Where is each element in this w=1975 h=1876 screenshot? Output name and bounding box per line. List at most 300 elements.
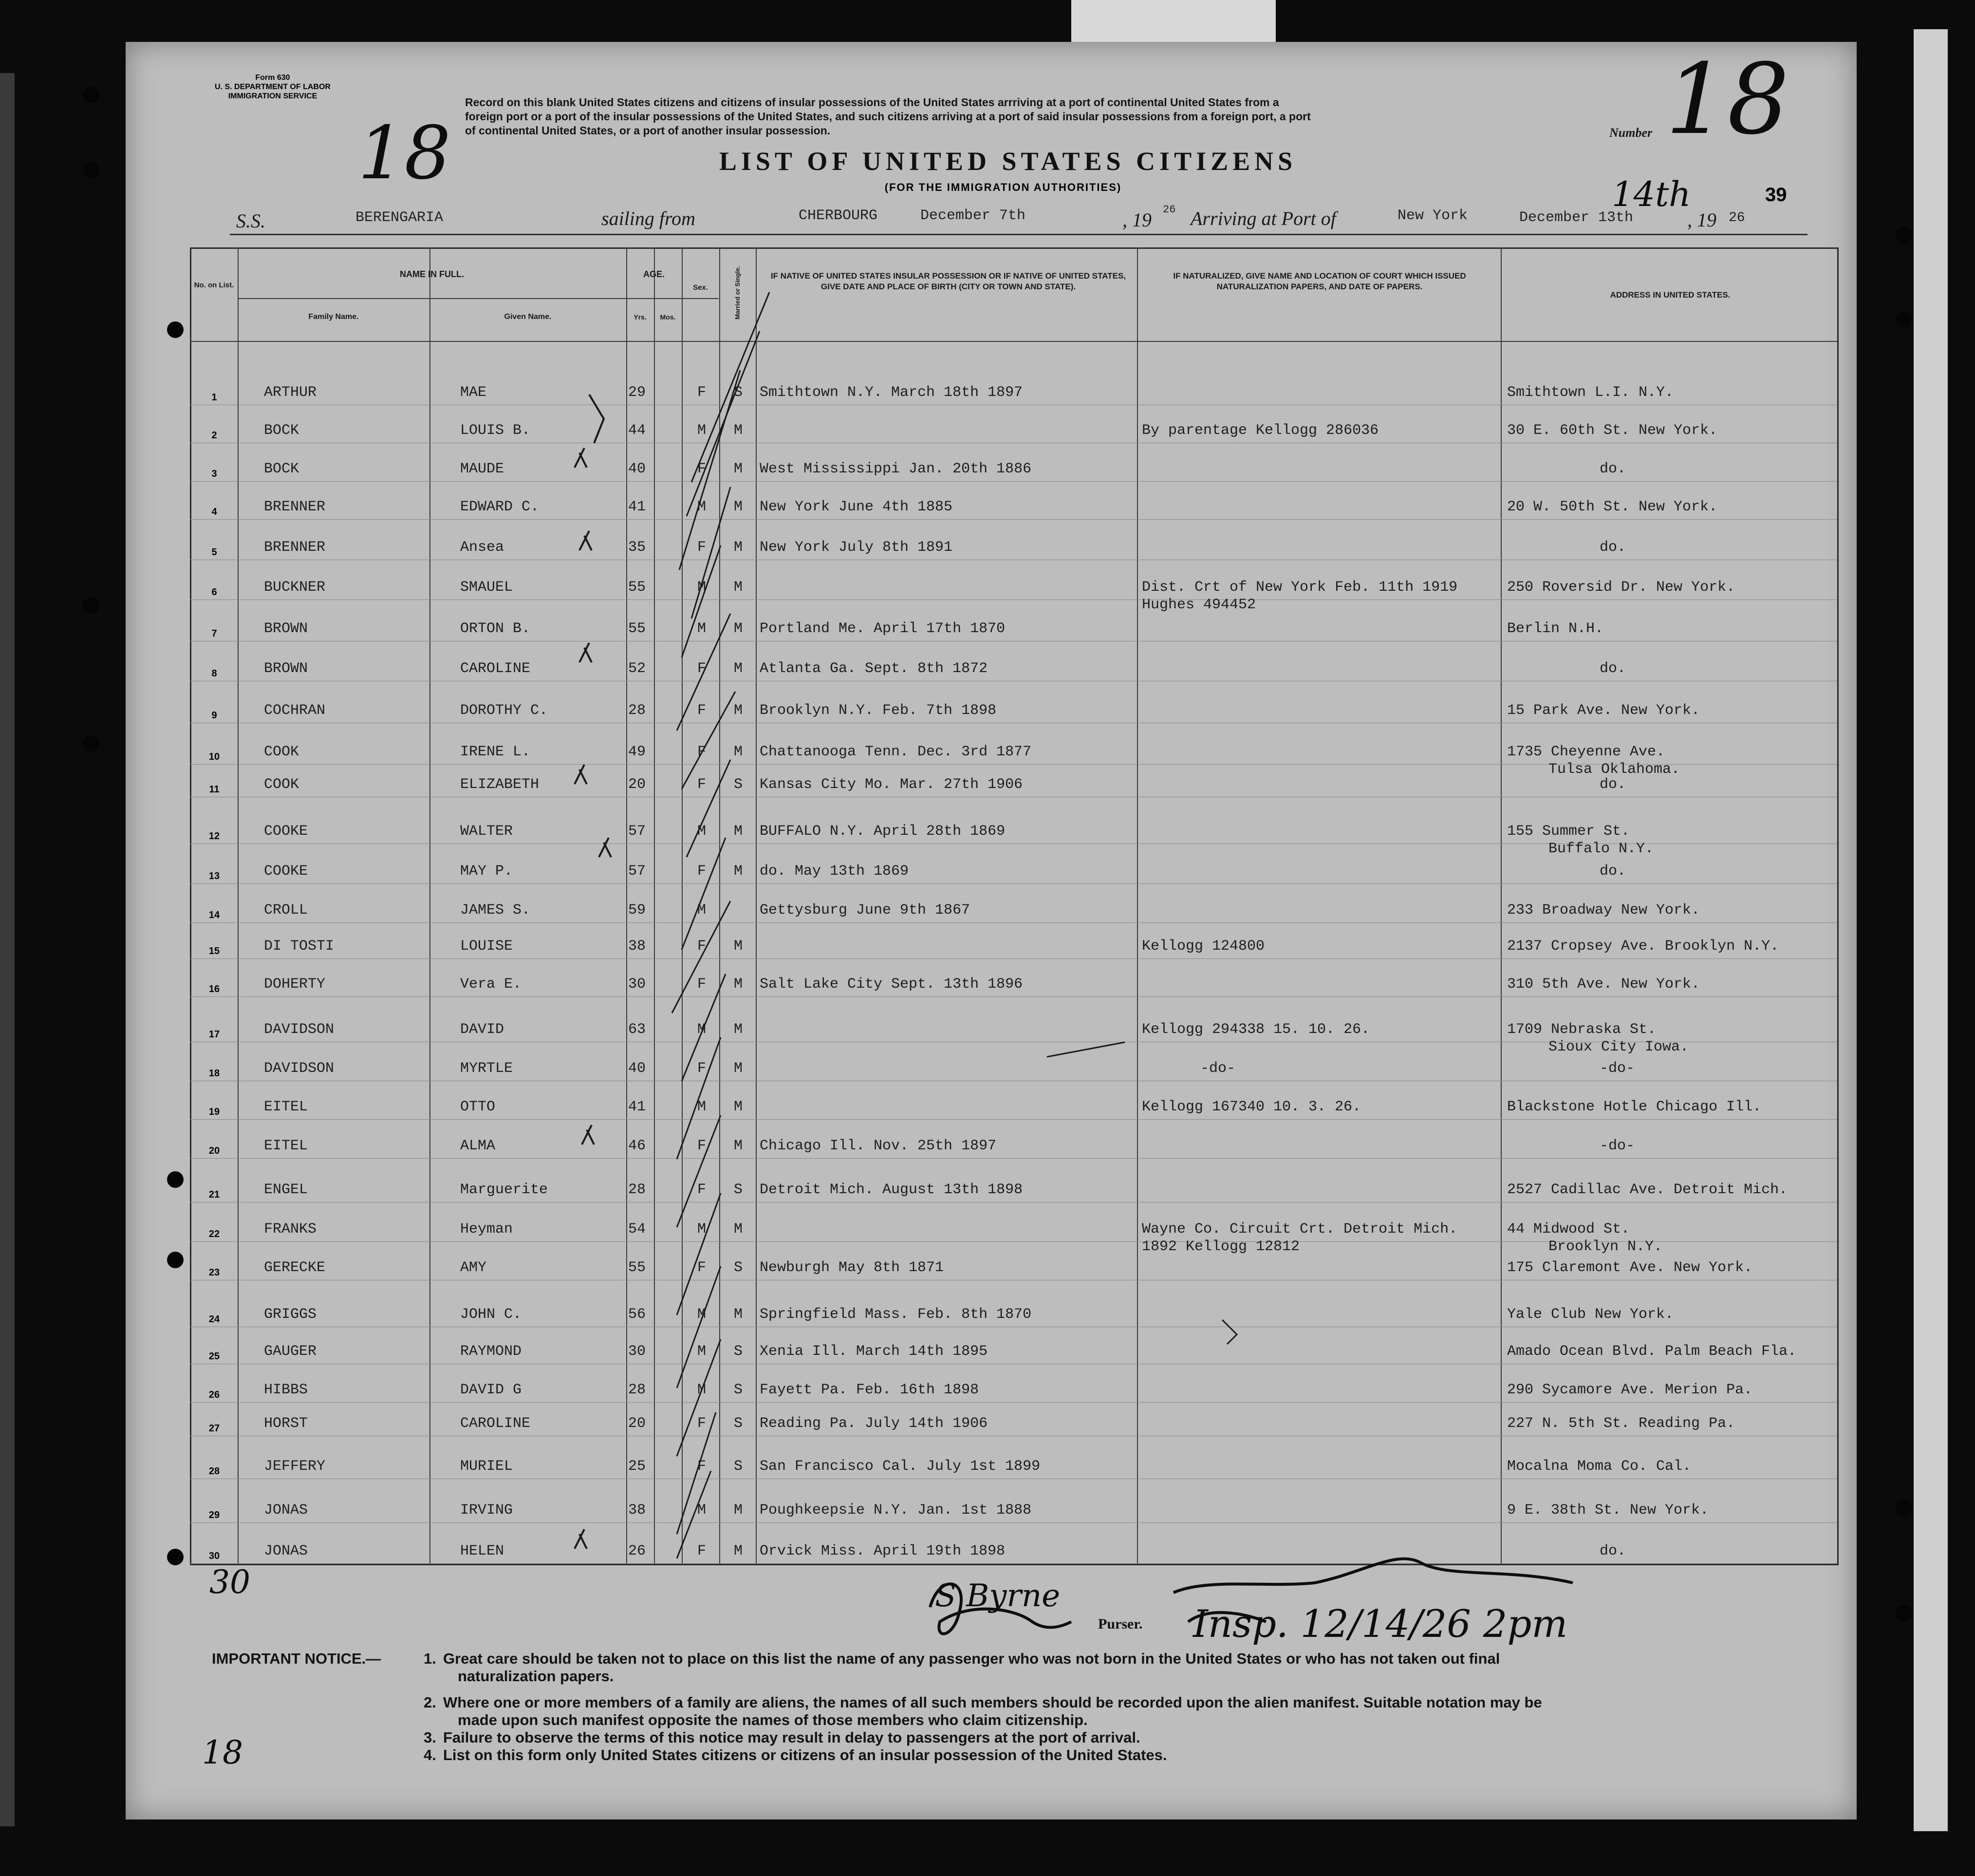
- row-age: 20: [628, 1415, 646, 1432]
- row-age: 26: [628, 1543, 646, 1559]
- row-addr: 30 E. 60th St. New York.: [1507, 422, 1718, 439]
- row-given: MAY P.: [460, 863, 513, 880]
- notice-number: 2.: [424, 1694, 436, 1711]
- page-subtitle: (FOR THE IMMIGRATION AUTHORITIES): [884, 181, 1122, 193]
- row-addr: 233 Broadway New York.: [1507, 902, 1700, 919]
- row-given: CAROLINE: [460, 660, 531, 677]
- row-given: MAE: [460, 384, 487, 401]
- row-age: 55: [628, 579, 646, 596]
- row-given: DAVID: [460, 1021, 504, 1038]
- row-age: 38: [628, 1502, 646, 1519]
- row-no: 26: [208, 1389, 220, 1400]
- row-ms: M: [734, 620, 743, 637]
- row-given: Ansea: [460, 539, 504, 556]
- row-family: GERECKE: [264, 1259, 326, 1276]
- row-no: 7: [211, 628, 217, 639]
- row-addr: 155 Summer St.: [1507, 823, 1630, 840]
- row-sex: F: [697, 863, 707, 880]
- row-age: 35: [628, 539, 646, 556]
- row-family: GRIGGS: [264, 1306, 317, 1323]
- row-birth: Chattanooga Tenn. Dec. 3rd 1877: [760, 744, 1032, 760]
- notice-number: 3.: [424, 1729, 436, 1746]
- row-age: 54: [628, 1221, 646, 1238]
- row-addr: 175 Claremont Ave. New York.: [1507, 1259, 1753, 1276]
- row-age: 59: [628, 902, 646, 919]
- arrival-date: December 13th: [1519, 209, 1634, 226]
- row-sex: F: [697, 1182, 707, 1198]
- row-family: EITEL: [264, 1138, 308, 1154]
- preamble-line: Record on this blank United States citizens and citizens of insular possessions of the United States arrriving at a port of continental United States from a: [465, 96, 1279, 109]
- row-family: BROWN: [264, 620, 308, 637]
- row-family: DAVIDSON: [264, 1021, 335, 1038]
- notice-text-continued: naturalization papers.: [458, 1668, 614, 1685]
- row-no: 29: [208, 1510, 220, 1520]
- department-name: U. S. DEPARTMENT OF LABOR: [215, 83, 331, 91]
- row-sex: F: [697, 976, 707, 993]
- row-family: DOHERTY: [264, 976, 326, 993]
- row-sex: F: [697, 1415, 707, 1432]
- row-ms: M: [734, 1021, 743, 1038]
- page-number: 39: [1765, 184, 1787, 206]
- notice-number: 4.: [424, 1746, 436, 1763]
- col-header-family: Family Name.: [308, 313, 359, 321]
- row-no: 22: [208, 1229, 220, 1239]
- row-given: DOROTHY C.: [460, 702, 548, 719]
- row-given: HELEN: [460, 1543, 504, 1559]
- row-age: 40: [628, 1060, 646, 1077]
- col-header-given: Given Name.: [504, 313, 552, 321]
- row-given: Vera E.: [460, 976, 522, 993]
- row-age: 46: [628, 1138, 646, 1154]
- row-no: 20: [208, 1145, 220, 1156]
- row-addr2: Sioux City Iowa.: [1548, 1039, 1689, 1055]
- row-addr: Smithtown L.I. N.Y.: [1507, 384, 1674, 401]
- row-sex: F: [697, 1259, 707, 1276]
- row-addr: 44 Midwood St.: [1507, 1221, 1630, 1238]
- row-age: 38: [628, 938, 646, 955]
- row-sex: M: [697, 902, 707, 919]
- arrival-port: New York: [1397, 207, 1468, 224]
- row-age: 20: [628, 776, 646, 793]
- row-given: Marguerite: [460, 1182, 548, 1198]
- row-birth: BUFFALO N.Y. April 28th 1869: [760, 823, 1006, 840]
- notice-text: Failure to observe the terms of this notice may result in delay to passengers at the port of arrival.: [443, 1729, 1140, 1746]
- inspector-signature: Insp. 12/14/26 2pm: [1193, 1602, 1568, 1646]
- row-no: 12: [208, 831, 220, 842]
- row-family: JONAS: [264, 1543, 308, 1559]
- row-addr: 290 Sycamore Ave. Merion Pa.: [1507, 1382, 1753, 1398]
- col-header-yrs: Yrs.: [633, 313, 647, 321]
- row-age: 55: [628, 1259, 646, 1276]
- col-header-married: Married or Single.: [734, 266, 741, 319]
- row-birth: Newburgh May 8th 1871: [760, 1259, 944, 1276]
- row-birth: Detroit Mich. August 13th 1898: [760, 1182, 1023, 1198]
- row-sex: M: [697, 579, 707, 596]
- notice-heading: IMPORTANT NOTICE.—: [212, 1650, 381, 1667]
- row-given: WALTER: [460, 823, 513, 840]
- row-sex: M: [697, 1306, 707, 1323]
- departure-date: December 7th: [920, 207, 1026, 224]
- row-no: 19: [208, 1107, 220, 1117]
- row-nat: Kellogg 124800: [1142, 938, 1265, 955]
- row-nat: -do-: [1200, 1060, 1236, 1077]
- row-ms: S: [734, 1182, 743, 1198]
- row-given: ALMA: [460, 1138, 496, 1154]
- row-sex: M: [697, 620, 707, 637]
- list-number: 18: [1665, 43, 1789, 156]
- row-given: MAUDE: [460, 461, 504, 477]
- row-family: ENGEL: [264, 1182, 308, 1198]
- row-family: EITEL: [264, 1099, 308, 1115]
- row-ms: M: [734, 702, 743, 719]
- row-birth: Fayett Pa. Feb. 16th 1898: [760, 1382, 979, 1398]
- row-age: 57: [628, 863, 646, 880]
- row-no: 2: [211, 430, 217, 441]
- row-sex: M: [697, 1382, 707, 1398]
- row-addr: do.: [1600, 539, 1626, 556]
- row-given: AMY: [460, 1259, 487, 1276]
- row-birth: Brooklyn N.Y. Feb. 7th 1898: [760, 702, 997, 719]
- notice-text: Great care should be taken not to place on this list the name of any passenger who was not born in the United States or who has not taken out final: [443, 1650, 1500, 1667]
- row-ms: M: [734, 422, 743, 439]
- row-given: MURIEL: [460, 1458, 513, 1475]
- row-birth: Smithtown N.Y. March 18th 1897: [760, 384, 1023, 401]
- row-nat: Dist. Crt of New York Feb. 11th 1919: [1142, 579, 1458, 596]
- row-addr: do.: [1600, 461, 1626, 477]
- row-sex: F: [697, 539, 707, 556]
- row-given: CAROLINE: [460, 1415, 531, 1432]
- arrival-year-prefix: , 19: [1687, 209, 1716, 231]
- row-family: BOCK: [264, 422, 299, 439]
- row-sex: F: [697, 1060, 707, 1077]
- row-ms: M: [734, 863, 743, 880]
- row-addr: do.: [1600, 660, 1626, 677]
- service-name: IMMIGRATION SERVICE: [228, 92, 317, 100]
- row-family: FRANKS: [264, 1221, 317, 1238]
- row-age: 41: [628, 1099, 646, 1115]
- row-no: 25: [208, 1351, 220, 1362]
- row-sex: F: [697, 938, 707, 955]
- row-ms: M: [734, 976, 743, 993]
- row-birth: Orvick Miss. April 19th 1898: [760, 1543, 1006, 1559]
- row-age: 28: [628, 702, 646, 719]
- row-ms: M: [734, 1221, 743, 1238]
- row-no: 30: [208, 1551, 220, 1561]
- row-birth: Reading Pa. July 14th 1906: [760, 1415, 988, 1432]
- row-family: COOK: [264, 776, 299, 793]
- row-ms: S: [734, 384, 743, 401]
- departure-year-prefix: , 19: [1122, 209, 1152, 231]
- row-addr: 2137 Cropsey Ave. Brooklyn N.Y.: [1507, 938, 1779, 955]
- page-title: LIST OF UNITED STATES CITIZENS: [719, 147, 1297, 176]
- row-sex: F: [697, 776, 707, 793]
- row-family: BRENNER: [264, 499, 326, 515]
- notice-text: List on this form only United States citizens or citizens of an insular possession of the United States.: [443, 1746, 1167, 1763]
- departure-year: 26: [1163, 204, 1176, 216]
- departure-port: CHERBOURG: [799, 207, 878, 224]
- row-no: 6: [211, 587, 217, 598]
- arriving-label: Arriving at Port of: [1191, 207, 1336, 229]
- row-addr: Amado Ocean Blvd. Palm Beach Fla.: [1507, 1343, 1797, 1360]
- row-birth: Salt Lake City Sept. 13th 1896: [760, 976, 1023, 993]
- col-header-sex: Sex.: [693, 283, 708, 292]
- row-no: 5: [211, 547, 217, 558]
- row-given: ORTON B.: [460, 620, 531, 637]
- row-family: DI TOSTI: [264, 938, 335, 955]
- row-addr: 1735 Cheyenne Ave.: [1507, 744, 1665, 760]
- col-header-name: NAME IN FULL.: [400, 269, 464, 279]
- row-family: BROWN: [264, 660, 308, 677]
- row-family: JONAS: [264, 1502, 308, 1519]
- row-given: SMAUEL: [460, 579, 513, 596]
- row-no: 24: [208, 1314, 220, 1325]
- row-sex: F: [697, 384, 707, 401]
- row-family: COOKE: [264, 863, 308, 880]
- row-sex: F: [697, 702, 707, 719]
- row-given: DAVID G: [460, 1382, 522, 1398]
- row-ms: S: [734, 776, 743, 793]
- row-family: BUCKNER: [264, 579, 326, 596]
- row-family: BOCK: [264, 461, 299, 477]
- row-age: 52: [628, 660, 646, 677]
- col-header-mos: Mos.: [660, 313, 676, 321]
- row-sex: M: [697, 1099, 707, 1115]
- row-given: JOHN C.: [460, 1306, 522, 1323]
- notice-text: Where one or more members of a family are aliens, the names of all such members should be recorded upon the alien manifest. Suitable notation may be: [443, 1694, 1542, 1711]
- row-family: COOKE: [264, 823, 308, 840]
- row-ms: S: [734, 1382, 743, 1398]
- row-nat: Kellogg 294338 15. 10. 26.: [1142, 1021, 1370, 1038]
- row-ms: M: [734, 1502, 743, 1519]
- row-no: 18: [208, 1068, 220, 1079]
- row-ms: M: [734, 461, 743, 477]
- row-birth: New York June 4th 1885: [760, 499, 953, 515]
- row-no: 3: [211, 469, 217, 479]
- row-ms: M: [734, 1060, 743, 1077]
- notice-text-continued: made upon such manifest opposite the names of those members who claim citizenship.: [458, 1711, 1088, 1728]
- row-given: JAMES S.: [460, 902, 531, 919]
- row-addr: -do-: [1600, 1060, 1635, 1077]
- row-age: 57: [628, 823, 646, 840]
- row-ms: M: [734, 539, 743, 556]
- row-sex: F: [697, 1458, 707, 1475]
- row-nat: Wayne Co. Circuit Crt. Detroit Mich.: [1142, 1221, 1458, 1238]
- row-given: Heyman: [460, 1221, 513, 1238]
- row-given: IRENE L.: [460, 744, 531, 760]
- row-birth: Springfield Mass. Feb. 8th 1870: [760, 1306, 1032, 1323]
- row-sex: F: [697, 660, 707, 677]
- year-prefix: 19: [1132, 209, 1152, 231]
- row-ms: M: [734, 823, 743, 840]
- row-no: 17: [208, 1029, 220, 1040]
- row-family: CROLL: [264, 902, 308, 919]
- row-addr: Blackstone Hotle Chicago Ill.: [1507, 1099, 1762, 1115]
- row-given: EDWARD C.: [460, 499, 540, 515]
- row-sex: M: [697, 1502, 707, 1519]
- row-family: BRENNER: [264, 539, 326, 556]
- row-given: LOUIS B.: [460, 422, 531, 439]
- row-no: 28: [208, 1466, 220, 1477]
- row-age: 30: [628, 1343, 646, 1360]
- row-addr: 1709 Nebraska St.: [1507, 1021, 1657, 1038]
- row-birth: New York July 8th 1891: [760, 539, 953, 556]
- row-age: 25: [628, 1458, 646, 1475]
- row-addr: 2527 Cadillac Ave. Detroit Mich.: [1507, 1182, 1788, 1198]
- check-stroke: [691, 292, 769, 482]
- row-ms: M: [734, 938, 743, 955]
- row-given: RAYMOND: [460, 1343, 522, 1360]
- row-addr: do.: [1600, 863, 1626, 880]
- form-number: Form 630: [255, 74, 290, 82]
- row-age: 40: [628, 461, 646, 477]
- arrival-year: 26: [1729, 210, 1745, 225]
- row-given: IRVING: [460, 1502, 513, 1519]
- row-given: MYRTLE: [460, 1060, 513, 1077]
- handwritten-sheet-number: 18: [358, 111, 451, 196]
- row-family: COOK: [264, 744, 299, 760]
- row-addr: do.: [1600, 776, 1626, 793]
- notice-number: 1.: [424, 1650, 436, 1667]
- sailing-from-label: sailing from: [601, 207, 695, 229]
- row-sex: M: [697, 1021, 707, 1038]
- row-ms: M: [734, 1138, 743, 1154]
- row-ms: M: [734, 1099, 743, 1115]
- row-birth: West Mississippi Jan. 20th 1886: [760, 461, 1032, 477]
- row-nat: By parentage Kellogg 286036: [1142, 422, 1379, 439]
- purser-signature: S Byrne: [935, 1578, 1061, 1614]
- row-age: 29: [628, 384, 646, 401]
- row-age: 41: [628, 499, 646, 515]
- row-no: 23: [208, 1267, 220, 1278]
- col-header-age: AGE.: [643, 269, 665, 279]
- row-nat: Kellogg 167340 10. 3. 26.: [1142, 1099, 1361, 1115]
- row-addr: 20 W. 50th St. New York.: [1507, 499, 1718, 515]
- row-sex: F: [697, 1543, 707, 1559]
- row-age: 56: [628, 1306, 646, 1323]
- row-ms: M: [734, 499, 743, 515]
- col-header-address: ADDRESS IN UNITED STATES.: [1610, 290, 1731, 300]
- row-addr: do.: [1600, 1543, 1626, 1559]
- row-sex: M: [697, 1221, 707, 1238]
- row-addr2: Buffalo N.Y.: [1548, 841, 1654, 857]
- row-ms: S: [734, 1415, 743, 1432]
- row-nat2: 1892 Kellogg 12812: [1142, 1238, 1300, 1255]
- col-header-naturalized: IF NATURALIZED, GIVE NAME AND LOCATION OF COURT WHICH ISSUED NATURALIZATION PAPERS, AND DATE OF PAPERS.: [1173, 271, 1466, 291]
- row-sex: M: [697, 499, 707, 515]
- ss-label: S.S.: [236, 210, 265, 232]
- handwritten-count: 30: [209, 1563, 250, 1601]
- row-age: 44: [628, 422, 646, 439]
- row-sex: M: [697, 422, 707, 439]
- purser-label: Purser.: [1098, 1616, 1143, 1632]
- ship-name: BERENGARIA: [355, 209, 444, 226]
- row-birth: Portland Me. April 17th 1870: [760, 620, 1006, 637]
- row-family: HIBBS: [264, 1382, 308, 1398]
- row-no: 11: [209, 784, 220, 795]
- row-addr: Mocalna Moma Co. Cal.: [1507, 1458, 1692, 1475]
- row-age: 28: [628, 1382, 646, 1398]
- row-no: 9: [211, 710, 217, 721]
- row-birth: Atlanta Ga. Sept. 8th 1872: [760, 660, 988, 677]
- row-no: 15: [208, 946, 220, 957]
- row-no: 1: [211, 392, 217, 403]
- row-given: ELIZABETH: [460, 776, 540, 793]
- row-addr: 310 5th Ave. New York.: [1507, 976, 1700, 993]
- row-ms: M: [734, 1543, 743, 1559]
- row-no: 13: [208, 871, 220, 882]
- number-label: Number: [1609, 126, 1653, 140]
- row-no: 10: [208, 751, 220, 762]
- row-given: OTTO: [460, 1099, 496, 1115]
- row-age: 30: [628, 976, 646, 993]
- arrival-date-correction: 14th: [1612, 174, 1691, 214]
- row-no: 14: [208, 910, 220, 920]
- row-ms: S: [734, 1343, 743, 1360]
- row-ms: M: [734, 579, 743, 596]
- row-addr2: Brooklyn N.Y.: [1548, 1238, 1663, 1255]
- row-birth: San Francisco Cal. July 1st 1899: [760, 1458, 1041, 1475]
- row-sex: F: [697, 461, 707, 477]
- row-ms: M: [734, 1306, 743, 1323]
- row-family: GAUGER: [264, 1343, 317, 1360]
- row-sex: M: [697, 823, 707, 840]
- row-sex: M: [697, 1343, 707, 1360]
- row-addr: -do-: [1600, 1138, 1635, 1154]
- year-prefix: 19: [1697, 209, 1716, 231]
- row-ms: M: [734, 660, 743, 677]
- row-no: 8: [211, 668, 217, 679]
- row-addr: Yale Club New York.: [1507, 1306, 1674, 1323]
- col-header-birth: IF NATIVE OF UNITED STATES INSULAR POSSESSION OR IF NATIVE OF UNITED STATES, GIVE DATE AND PLACE OF BIRTH (CITY OR TOWN AND STATE).: [770, 271, 1126, 291]
- row-addr: 227 N. 5th St. Reading Pa.: [1507, 1415, 1735, 1432]
- row-age: 28: [628, 1182, 646, 1198]
- row-age: 63: [628, 1021, 646, 1038]
- handwritten-sheet-footer: 18: [202, 1734, 243, 1771]
- row-family: JEFFERY: [264, 1458, 326, 1475]
- row-age: 49: [628, 744, 646, 760]
- row-family: ARTHUR: [264, 384, 317, 401]
- row-addr: 9 E. 38th St. New York.: [1507, 1502, 1709, 1519]
- row-no: 21: [208, 1189, 220, 1200]
- row-addr2: Tulsa Oklahoma.: [1548, 761, 1680, 778]
- row-addr: Berlin N.H.: [1507, 620, 1604, 637]
- row-ms: M: [734, 744, 743, 760]
- row-birth: Chicago Ill. Nov. 25th 1897: [760, 1138, 997, 1154]
- row-addr: 15 Park Ave. New York.: [1507, 702, 1700, 719]
- row-sex: F: [697, 1138, 707, 1154]
- row-no: 27: [208, 1423, 220, 1434]
- preamble-line: foreign port or a port of the insular possessions of the United States, and such citizens arriving at a port of said insular possessions from a foreign port, a port: [465, 110, 1311, 123]
- row-birth: Poughkeepsie N.Y. Jan. 1st 1888: [760, 1502, 1032, 1519]
- row-birth: Xenia Ill. March 14th 1895: [760, 1343, 988, 1360]
- col-header-no: No. on List.: [194, 281, 234, 289]
- row-family: DAVIDSON: [264, 1060, 335, 1077]
- row-birth: do. May 13th 1869: [760, 863, 909, 880]
- row-family: COCHRAN: [264, 702, 326, 719]
- row-nat2: Hughes 494452: [1142, 597, 1256, 613]
- row-ms: S: [734, 1458, 743, 1475]
- row-birth: Kansas City Mo. Mar. 27th 1906: [760, 776, 1023, 793]
- row-given: LOUISE: [460, 938, 513, 955]
- row-ms: S: [734, 1259, 743, 1276]
- row-age: 55: [628, 620, 646, 637]
- row-birth: Gettysburg June 9th 1867: [760, 902, 970, 919]
- preamble-line: of continental United States, or a port of another insular possession.: [465, 124, 831, 137]
- row-no: 16: [208, 984, 220, 994]
- row-no: 4: [211, 507, 217, 517]
- row-family: HORST: [264, 1415, 308, 1432]
- row-addr: 250 Roversid Dr. New York.: [1507, 579, 1735, 596]
